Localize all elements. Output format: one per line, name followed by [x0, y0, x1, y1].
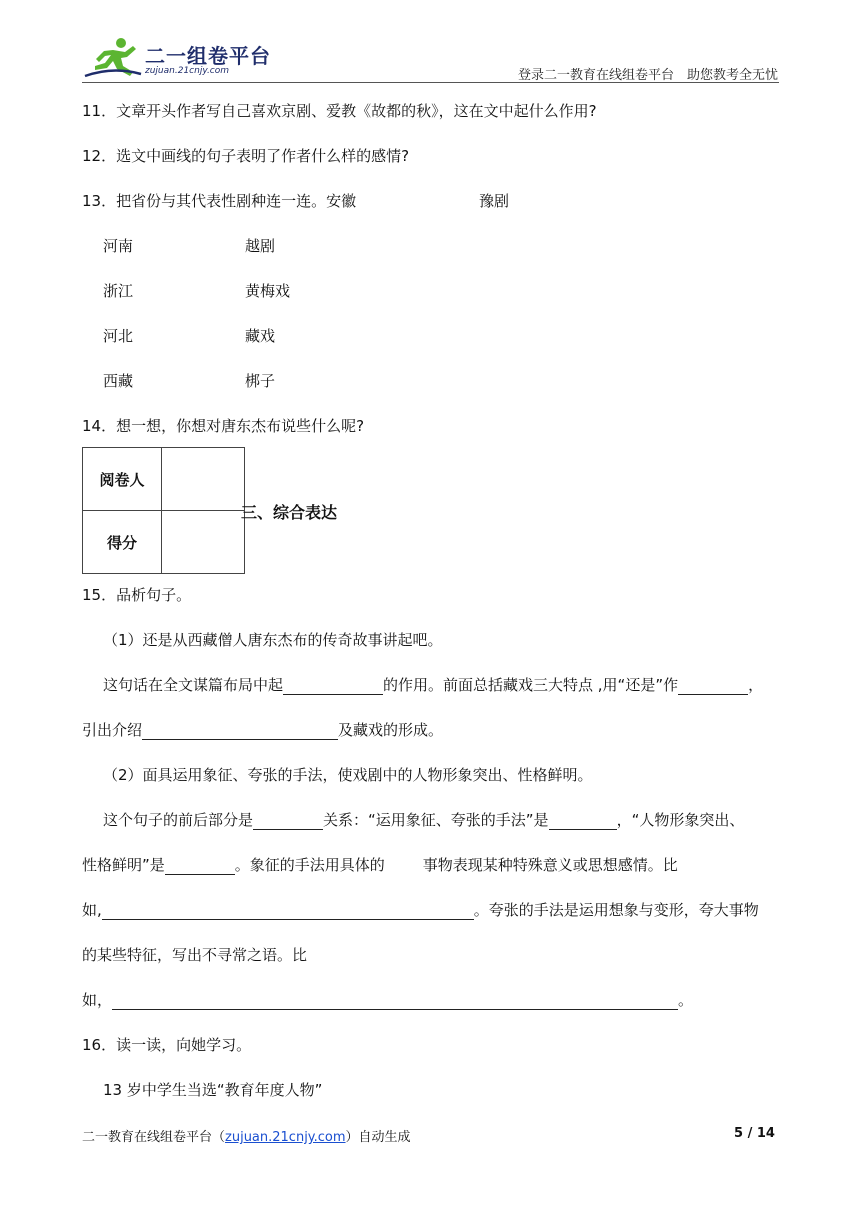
footer-source — [82, 1126, 411, 1145]
q15-text: ，“人物形象突出、 — [616, 811, 745, 829]
q13-opera: 梆子 — [245, 372, 276, 390]
q15-text: 如， — [82, 991, 113, 1009]
question-13: 13．把省份与其代表性剧种连一连。安徽 — [82, 192, 357, 210]
q15-sentence-1: （1）还是从西藏僧人唐东杰布的传奇故事讲起吧。 — [103, 631, 443, 649]
question-12: 12．选文中画线的句子表明了作者什么样的感情? — [82, 147, 410, 165]
answer-blank[interactable] — [283, 676, 383, 695]
answer-blank[interactable] — [142, 721, 338, 740]
q15-text: 这句话在全文谋篇布局中起 — [103, 676, 284, 694]
logo — [83, 36, 283, 80]
q13-province: 河北 — [103, 327, 134, 345]
q13-opera-first: 豫剧 — [479, 192, 510, 210]
footer-text: 二一教育在线组卷平台（ — [82, 1130, 226, 1145]
page-number: 5 / 14 — [734, 1126, 775, 1141]
header-divider — [82, 82, 779, 83]
q13-opera: 藏戏 — [245, 327, 276, 345]
grader-label: 阅卷人 — [83, 448, 162, 511]
q15-text: 。象征的手法用具体的 — [234, 856, 385, 874]
q15-line-2 — [82, 720, 443, 740]
q15-text: 的作用。前面总括藏戏三大特点 ,用“还是”作 — [383, 676, 679, 694]
q15-text: 事物表现某种特殊意义或思想感情。比 — [422, 856, 678, 874]
q15-line-5 — [82, 900, 759, 920]
q15-text: 。夸张的手法是运用想象与变形，夸大事物 — [473, 901, 759, 919]
section-title: 三、综合表达 — [241, 503, 338, 522]
logo-title: 二一组卷平台 — [145, 44, 271, 68]
q15-text: 这个句子的前后部分是 — [103, 811, 254, 829]
grader-cell[interactable] — [162, 448, 245, 511]
q15-text: ， — [748, 676, 764, 694]
q15-text: 。 — [678, 991, 694, 1009]
answer-blank[interactable] — [253, 811, 323, 830]
question-15: 15．品析句子。 — [82, 586, 192, 604]
q15-line-6: 的某些特征，写出不寻常之语。比 — [82, 946, 308, 964]
q15-text: 及藏戏的形成。 — [338, 721, 444, 739]
q15-text: 如, — [82, 901, 102, 919]
running-man-logo-icon — [83, 36, 145, 80]
answer-blank[interactable] — [165, 856, 235, 875]
q16-subtitle: 13 岁中学生当选“教育年度人物” — [103, 1081, 323, 1099]
q13-province: 西藏 — [103, 372, 134, 390]
q15-sentence-2: （2）面具运用象征、夸张的手法，使戏剧中的人物形象突出、性格鲜明。 — [103, 766, 593, 784]
logo-subtitle: zujuan.21cnjy.com — [145, 66, 230, 76]
score-label: 得分 — [83, 511, 162, 574]
q15-line-4 — [82, 855, 678, 875]
header-slogan: 登录二一教育在线组卷平台 助您教考全无忧 — [518, 68, 779, 83]
q15-line-1 — [103, 675, 763, 695]
answer-blank[interactable] — [102, 901, 474, 920]
q13-province: 河南 — [103, 237, 134, 255]
q13-opera: 黄梅戏 — [245, 282, 291, 300]
answer-blank[interactable] — [549, 811, 617, 830]
q15-line-7 — [82, 990, 693, 1010]
answer-blank[interactable] — [678, 676, 748, 695]
score-cell[interactable] — [162, 511, 245, 574]
footer-text: ）自动生成 — [345, 1130, 411, 1145]
q13-opera: 越剧 — [245, 237, 276, 255]
answer-blank[interactable] — [112, 991, 678, 1010]
q13-province: 浙江 — [103, 282, 134, 300]
q15-text: 性格鲜明”是 — [82, 856, 165, 874]
question-16: 16．读一读，向她学习。 — [82, 1036, 252, 1054]
footer-link[interactable]: zujuan.21cnjy.com — [225, 1130, 346, 1145]
score-table — [82, 447, 245, 574]
q15-text: 引出介绍 — [82, 721, 143, 739]
question-14: 14．想一想，你想对唐东杰布说些什么呢? — [82, 417, 365, 435]
question-11: 11．文章开头作者写自己喜欢京剧、爱教《故都的秋》，这在文中起什么作用? — [82, 102, 597, 120]
q15-line-3 — [103, 810, 744, 830]
q15-text: 关系：“运用象征、夸张的手法”是 — [323, 811, 549, 829]
